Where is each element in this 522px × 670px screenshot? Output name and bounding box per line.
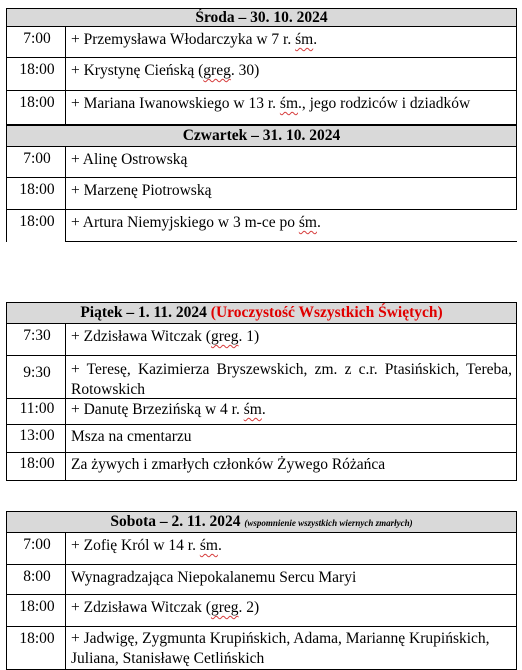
mass-intention: + Zofię Król w 14 r. śm. (71, 537, 222, 554)
column-divider (65, 58, 66, 90)
column-divider (65, 210, 66, 242)
mass-row (6, 178, 517, 210)
mass-time: 18:00 (19, 213, 55, 230)
mass-intention: + Artura Niemyjskiego w 3 m-ce po śm. (71, 214, 321, 231)
mass-intention: + Danutę Brzezińską w 4 r. śm. (71, 401, 266, 418)
day-title: Środa – 30. 10. 2024 (195, 9, 328, 26)
column-divider (65, 533, 66, 564)
column-divider (65, 27, 66, 57)
column-divider (65, 399, 66, 424)
column-divider (65, 147, 66, 177)
mass-time: 7:30 (23, 327, 51, 344)
mass-time: 7:00 (23, 150, 51, 167)
day-title: Piątek – 1. 11. 2024 (80, 304, 207, 321)
mass-row (6, 27, 517, 58)
mass-time: 18:00 (19, 455, 55, 472)
column-divider (65, 425, 66, 452)
column-divider (65, 565, 66, 594)
mass-time: 18:00 (19, 598, 55, 615)
feast-name: (Uroczystość Wszystkich Świętych) (210, 304, 443, 321)
mass-row (6, 324, 517, 356)
mass-intention: + Przemysława Włodarczyka w 7 r. śm. (71, 31, 318, 48)
mass-time: 18:00 (19, 630, 55, 647)
mass-intention: + Jadwigę, Zygmunta Krupińskich, Adama, Mariannę Krupińskich, Juliana, Stanisławę Cetlińskich (71, 630, 490, 667)
mass-intention: + Mariana Iwanowskiego w 13 r. śm., jego rodziców i dziadków (71, 95, 471, 112)
mass-intention: + Zdzisława Witczak (greg. 2) (71, 599, 260, 616)
mass-row (6, 453, 517, 481)
mass-time: 18:00 (19, 94, 55, 111)
column-divider (65, 178, 66, 209)
mass-intention: Za żywych i zmarłych członków Żywego Różańca (71, 456, 386, 473)
mass-time: 13:00 (19, 427, 55, 444)
mass-time: 18:00 (19, 61, 55, 78)
mass-time: 9:30 (23, 364, 51, 381)
mass-time: 8:00 (23, 568, 51, 585)
mass-row (6, 627, 517, 670)
mass-row (6, 91, 517, 125)
mass-row (6, 210, 517, 242)
mass-row (6, 147, 517, 178)
mass-row (6, 356, 517, 399)
mass-time: 11:00 (19, 400, 55, 417)
mass-intention: Wynagradzająca Niepokalanemu Sercu Maryi (71, 569, 357, 586)
column-divider (65, 627, 66, 669)
mass-time: 7:00 (23, 536, 51, 553)
commemoration-note: (wspomnienie wszystkich wiernych zmarłych) (244, 518, 413, 528)
mass-intention: + Zdzisława Witczak (greg. 1) (71, 328, 260, 345)
mass-intention: + Krystynę Cieńską (greg. 30) (71, 62, 260, 79)
day-header-thursday (6, 125, 517, 147)
mass-row (6, 533, 517, 565)
column-divider (65, 91, 66, 124)
day-title: Czwartek – 31. 10. 2024 (182, 127, 341, 144)
mass-row (6, 595, 517, 627)
day-title: Sobota – 2. 11. 2024 (110, 513, 241, 530)
mass-intention: + Marzenę Piotrowską (71, 182, 212, 199)
mass-intention: + Teresę, Kazimierza Bryszewskich, zm. z c.r. Ptasińskich, Tereba, Rotowskich (71, 361, 512, 398)
mass-row (6, 425, 517, 453)
mass-row (6, 565, 517, 595)
day-header-wednesday (6, 8, 517, 27)
day-header-saturday (6, 511, 517, 533)
partial-bottom-line (65, 241, 517, 242)
mass-time: 18:00 (19, 181, 55, 198)
mass-time: 7:00 (23, 30, 51, 47)
column-divider (65, 453, 66, 480)
mass-row (6, 58, 517, 91)
column-divider (65, 324, 66, 355)
mass-intention: Msza na cmentarzu (71, 428, 192, 445)
day-header-friday (6, 302, 517, 324)
column-divider (65, 595, 66, 626)
mass-row (6, 399, 517, 425)
mass-intention: + Alinę Ostrowską (71, 151, 188, 168)
column-divider (65, 356, 66, 398)
